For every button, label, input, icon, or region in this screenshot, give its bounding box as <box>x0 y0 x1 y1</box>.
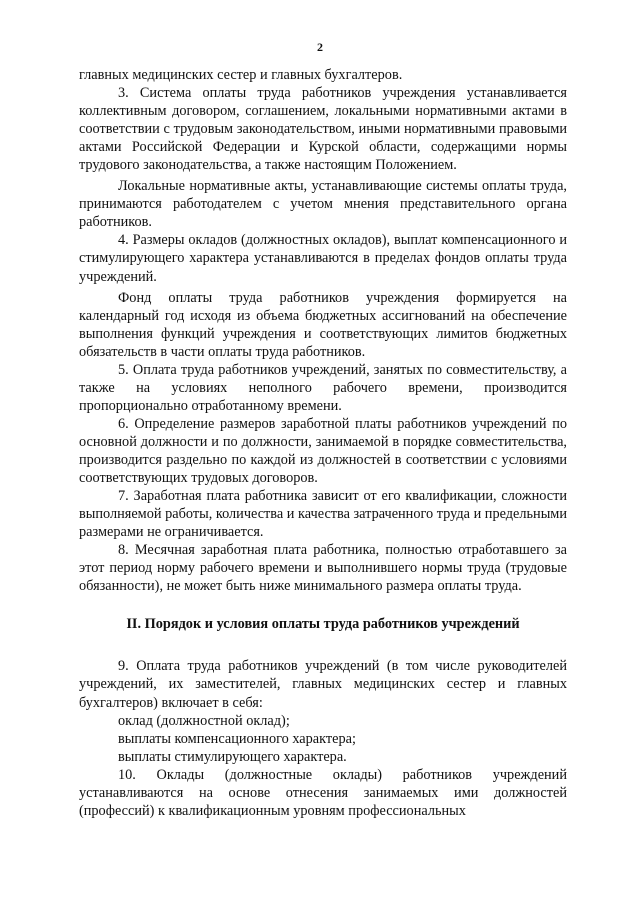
paragraph-item-7: 7. Заработная плата работника зависит от его квалификации, сложности выполняемой работы, количества и качества затраченного труда и предельными размерами не ограничивается. <box>79 488 567 541</box>
paragraph-wage-fund: Фонд оплаты труда работников учреждения формируется на календарный год исходя из объема бюджетных ассигнований на обеспечение выполнения функций учреждения и соответствующих лимитов бюджетных обязательств в части оплаты труда работников. <box>79 289 567 360</box>
list-item-compensation: выплаты компенсационного характера; <box>118 730 356 747</box>
paragraph-item-6: 6. Определение размеров заработной платы работников учреждений по основной должности и по должности, занимаемой в порядке совместительства, производится раздельно по каждой из должностей в соответствии с условиями соответствующих трудовых договоров. <box>79 415 567 487</box>
paragraph-item-4: 4. Размеры окладов (должностных окладов), выплат компенсационного и стимулирующего характера устанавливаются в пределах фондов оплаты труда учреждений. <box>79 232 567 285</box>
list-item-base-salary: оклад (должностной оклад); <box>118 712 290 729</box>
document-body <box>79 66 567 820</box>
section-heading: II. Порядок и условия оплаты труда работников учреждений <box>126 616 520 633</box>
paragraph-item-8: 8. Месячная заработная плата работника, полностью отработавшего за этот период норму рабочего времени и выполнившего нормы труда (трудовые обязанности), не может быть ниже минимального размера оплаты труда. <box>79 542 567 595</box>
paragraph-item-9: 9. Оплата труда работников учреждений (в том числе руководителей учреждений, их заместителей, главных медицинских сестер и главных бухгалтеров) включает в себя: <box>79 658 567 711</box>
list-item-incentive: выплаты стимулирующего характера. <box>118 748 347 765</box>
paragraph-local-acts: Локальные нормативные акты, устанавливающие системы оплаты труда, принимаются работодателем с учетом мнения представительного органа работников. <box>79 178 567 231</box>
paragraph-continuation: главных медицинских сестер и главных бухгалтеров. <box>79 67 403 83</box>
paragraph-item-5: 5. Оплата труда работников учреждений, занятых по совместительству, а также на условиях неполного рабочего времени, производится пропорционально отработанному времени. <box>79 361 567 414</box>
page-number: 2 <box>317 40 323 54</box>
paragraph-item-10: 10. Оклады (должностные оклады) работников учреждений устанавливаются на основе отнесения занимаемых ими должностей (профессий) к квалификационным уровням профессиональных <box>79 766 567 819</box>
paragraph-item-3: 3. Система оплаты труда работников учреждения устанавливается коллективным договором, соглашением, локальными нормативными актами в соответствии с трудовым законодательством, иными нормативными правовыми актами Российской Федерации и Курской области, содержащими нормы трудового законодательства, а также настоящим Положением. <box>79 85 567 174</box>
